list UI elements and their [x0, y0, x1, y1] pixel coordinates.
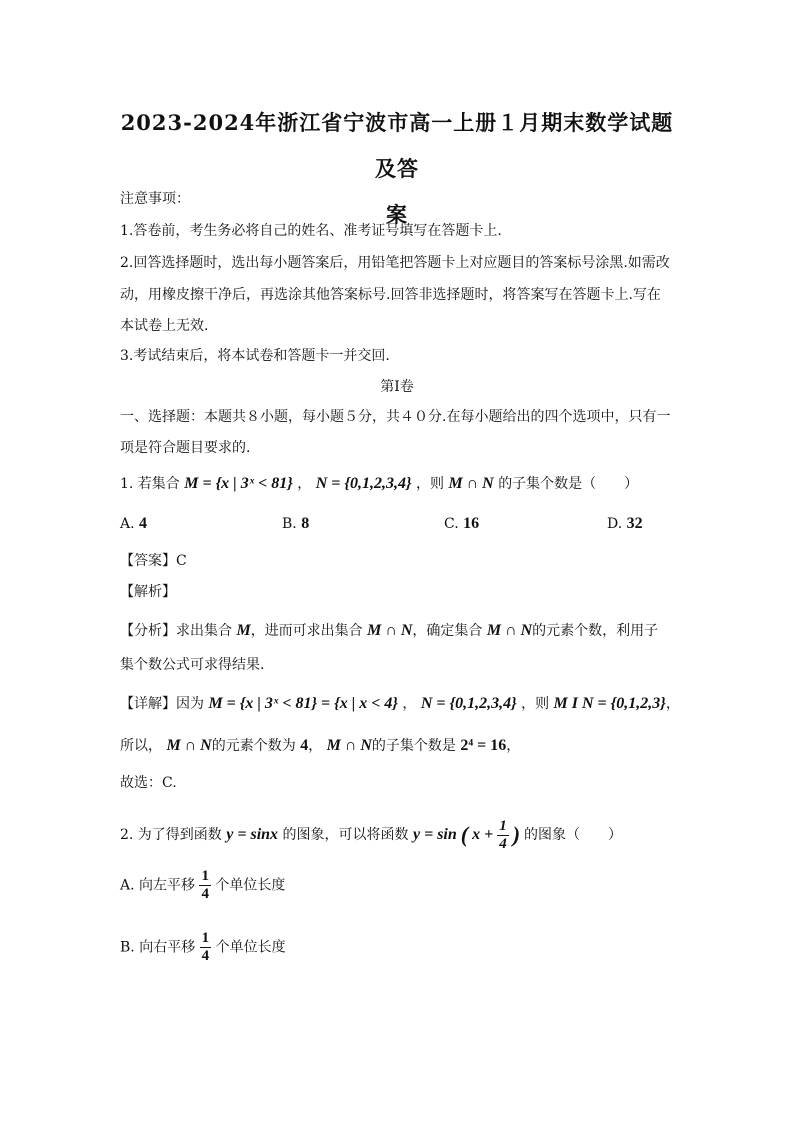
analysis-line-1: 【分析】求出集合 M，进而可求出集合 M ∩ N，确定集合 M ∩ N的元素个数，利用子: [120, 622, 659, 639]
option-c: C. 16: [444, 515, 480, 532]
q2-option-b: B. 向右平移 $\frac{1}{4}$ 个单位长度: [120, 930, 286, 964]
analysis-heading-1: 【解析】: [120, 584, 176, 600]
analysis-line-2: 集个数公式可求得结果.: [120, 657, 265, 673]
note-2-line-1: 2.回答选择题时，选出每小题答案后，用铅笔把答题卡上对应题目的答案标号涂黑.如需改: [120, 255, 670, 271]
option-a: A. 4: [120, 515, 148, 532]
page-title: 2023-2024年浙江省宁波市高一上册１月期末数学试题及答 案: [120, 110, 674, 227]
function-2: y = sin ( x + $\frac{1}{4}$ ): [412, 818, 521, 852]
detail-set-n: N = {0,1,2,3,4}: [420, 695, 517, 712]
q2-option-a: A. 向左平移 $\frac{1}{4}$ 个单位长度: [120, 868, 286, 902]
set-n-formula: N = {0,1,2,3,4}: [315, 475, 412, 492]
notes-heading: 注意事项：: [120, 191, 190, 207]
question-2-stem: 2. 为了得到函数 y = sinx 的图象，可以将函数 y = sin ( x + $\frac{1}{4}$ ) 的图象（ ）: [120, 818, 623, 852]
note-3: 3.考试结束后，将本试卷和答题卡一并交回.: [120, 348, 390, 364]
detail-line-2: 所以， M ∩ N的元素个数为 4， M ∩ N的子集个数是 2⁴ = 16，: [120, 737, 521, 754]
note-1: 1.答卷前，考生务必将自己的姓名、准考证号填写在答题卡上.: [120, 223, 502, 239]
note-2-line-2: 动，用橡皮擦干净后，再选涂其他答案标号.回答非选择题时，将答案写在答题卡上.写在: [120, 287, 661, 303]
detail-set-m: M = {x | 3ˣ < 81} = {x | x < 4}: [208, 695, 398, 712]
question-1-stem: 1. 若集合 M = {x | 3ˣ < 81} ， N = {0,1,2,3,4} ，则 M ∩ N 的子集个数是（ ）: [120, 475, 639, 492]
note-2-line-3: 本试卷上无效.: [120, 318, 209, 334]
intersection-formula: M ∩ N: [448, 475, 494, 492]
detail-intersection: M I N = {0,1,2,3}: [553, 695, 666, 712]
detail-line-3: 故选：C.: [120, 775, 177, 791]
option-b: B. 8: [282, 515, 310, 532]
function-1: y = sinx: [226, 826, 279, 844]
option-d: D. 32: [607, 515, 643, 532]
section-heading: 第Ⅰ卷: [380, 379, 414, 395]
answer-1: 【答案】C: [120, 553, 187, 569]
fraction-one-quarter: $\frac{1}{4}$: [499, 818, 507, 852]
part1-intro-line-2: 项是符合题目要求的.: [120, 440, 251, 456]
part1-intro-line-1: 一、选择题：本题共８小题，每小题５分，共４０分.在每小题给出的四个选项中，只有一: [120, 409, 671, 425]
detail-line-1: 【详解】因为 M = {x | 3ˣ < 81} = {x | x < 4} ， N = {0,1,2,3,4} ，则 M I N = {0,1,2,3}，: [120, 695, 680, 712]
set-m-formula: M = {x | 3ˣ < 81}: [184, 475, 293, 492]
